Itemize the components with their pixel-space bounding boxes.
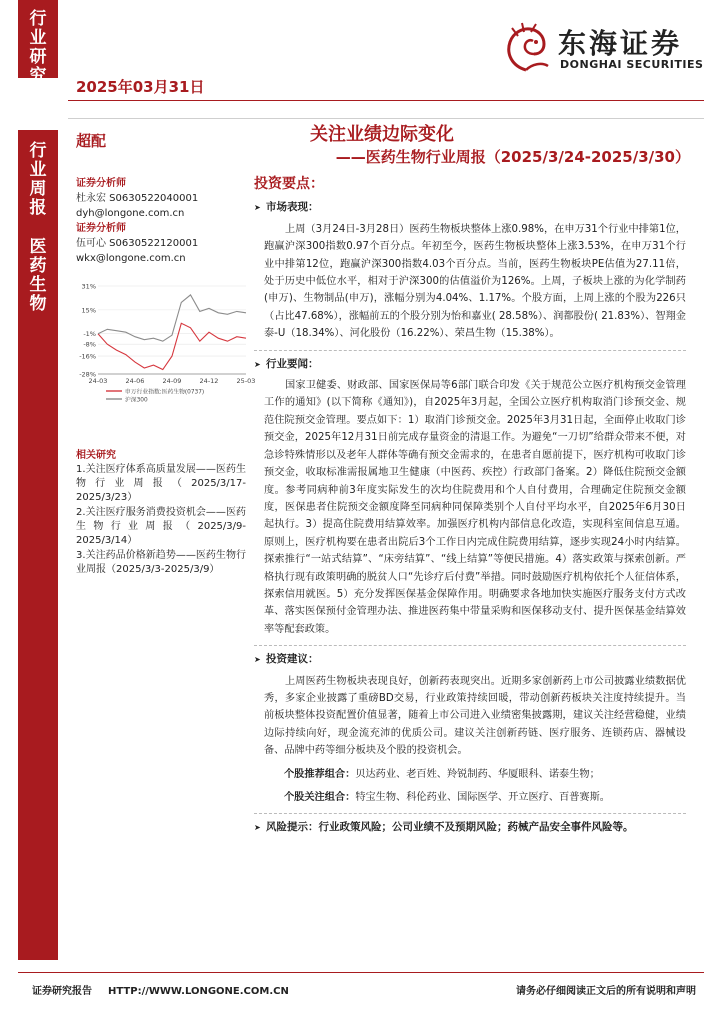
header-divider-thin — [68, 118, 704, 119]
y-tick-label: 15% — [81, 306, 96, 315]
footer-report-type: 证券研究报告 — [32, 986, 92, 997]
x-tick-label: 24-03 — [88, 377, 108, 385]
related-research — [76, 446, 246, 578]
performance-chart — [76, 280, 256, 410]
y-tick-label: -1% — [83, 330, 96, 339]
bullet-arrow-icon: ➤ — [254, 359, 261, 369]
x-tick-label: 24-12 — [199, 377, 219, 385]
analyst-email[interactable]: dyh@longone.com.cn — [76, 208, 185, 219]
bullet-arrow-icon: ➤ — [254, 823, 261, 833]
market-title: 市场表现： — [266, 201, 319, 214]
bullet-advice — [254, 651, 686, 668]
report-date: 2025年03月31日 — [76, 78, 205, 96]
category-tab-sector: 医药生物 — [18, 226, 58, 960]
advice-title: 投资建议： — [266, 653, 319, 666]
logo-english-name: DONGHAI SECURITIES — [560, 58, 704, 71]
series-line — [98, 295, 246, 341]
logo-chinese-name: 东海证券 — [558, 27, 683, 60]
header-divider — [68, 100, 704, 101]
legend-label: 申万行业指数:医药生物(0737) — [125, 389, 205, 396]
watch-label: 个股关注组合： — [284, 792, 356, 803]
risk-text: 风险提示：行业政策风险；公司业绩不及预期风险；药械产品安全事件风险等。 — [266, 821, 634, 834]
y-tick-label: -8% — [83, 340, 96, 349]
category-tab-research: 行业研究 — [18, 0, 58, 78]
bullet-arrow-icon: ➤ — [254, 655, 261, 665]
divider — [254, 645, 686, 646]
related-item[interactable]: 2.关注医疗服务消费投资机会——医药生物行业周报（2025/3/9-2025/3/14） — [76, 507, 246, 546]
footer-url[interactable]: HTTP://WWW.LONGONE.COM.CN — [108, 986, 289, 997]
bullet-market — [254, 199, 686, 216]
sector-rating: 超配 — [76, 132, 107, 150]
related-item[interactable]: 3.关注药品价格新趋势——医药生物行业周报（2025/3/3-2025/3/9） — [76, 550, 246, 575]
divider — [254, 350, 686, 351]
series-line — [98, 323, 246, 369]
recommend-label: 个股推荐组合： — [284, 768, 356, 780]
footer-left — [32, 982, 289, 997]
bullet-risk — [254, 819, 686, 836]
analyst-name: 杜永宏 S0630522040001 — [76, 193, 199, 204]
analyst-label: 证券分析师 — [76, 223, 126, 234]
performance-chart-svg — [76, 280, 256, 410]
x-tick-label: 24-06 — [125, 377, 145, 385]
dragon-logo-icon — [498, 20, 554, 76]
footer-divider — [18, 972, 704, 973]
related-item[interactable]: 1.关注医疗体系高质量发展——医药生物行业周报（2025/3/17-2025/3/23） — [76, 464, 246, 503]
y-tick-label: -28% — [79, 370, 96, 379]
recommend-stocks: 贝达药业、老百姓、羚锐制药、华厦眼科、诺泰生物； — [355, 768, 600, 780]
watch-portfolio — [284, 789, 686, 806]
report-subtitle: ——医药生物行业周报（2025/3/24-2025/3/30） — [335, 148, 690, 166]
news-paragraph: 国家卫健委、财政部、国家医保局等6部门联合印发《关于规范公立医疗机构预交金管理工作的通知》(以下简称《通知》)，自2025年3月起，全国公立医疗机构取消门诊预交金、规范住院预交金管理。要点如下：1）取消门诊预交金。2025年3月31日起，全面停止收取门诊预交金，2025年12月31日前完成存量资金的清退工作。为避免“一刀切”给群众带来不便，对急诊特殊情形以及老年人群体等确有预交金需求的，在患者自愿前提下，医疗机构可收取门诊预交金，收取标准需报属地卫生健康（中医药、疾控）行政部门备案。2）降低住院预交金额度。参考同病种前3年度实际发生的次均住院费用和个人自付费用，合理确定住院预交金额度，医保患者住院预交金额度降至同病种同保障类别个人自付平均水平，自2025年6月30日起执行。3）提高住院费用结算效率。加强医疗机构内部信息化改造，实现科室间信息互通。原则上，医疗机构要在患者出院后3个工作日内完成住院费用结算，逐步实现24小时内结算。探索推行“一站式结算”、“床旁结算”、“线上结算”等便民措施。4）落实政策与探索创新。严格执行现有政策明确的脱贫人口“先诊疗后付费”举措。同时鼓励医疗机构依托个人征信体系，探索信用就医。5）充分发挥医保基金保障作用。明确要求各地加快实施医疗服务支付方式改革、落实医保预付金管理办法、推进医药集中带量采购和医保移动支付、提升医保基金结算效率等配套政策。 — [264, 380, 686, 635]
analyst-name: 伍可心 S0630522120001 — [76, 238, 199, 249]
main-content — [254, 176, 686, 841]
sidebar — [76, 176, 246, 266]
x-tick-label: 24-09 — [162, 377, 182, 385]
section-heading: 投资要点： — [254, 176, 324, 192]
company-logo — [498, 18, 704, 82]
category-tab-weekly: 行业周报 — [18, 130, 58, 226]
analyst-email[interactable]: wkx@longone.com.cn — [76, 253, 186, 264]
recommend-portfolio — [284, 766, 686, 783]
analyst-block — [76, 176, 246, 221]
bullet-arrow-icon: ➤ — [254, 203, 261, 213]
x-tick-label: 25-03 — [236, 377, 256, 385]
related-title: 相关研究 — [76, 450, 116, 461]
footer-disclaimer: 请务必仔细阅读正文后的所有说明和声明 — [516, 986, 696, 997]
report-title: 关注业绩边际变化 — [310, 124, 454, 145]
y-tick-label: -16% — [79, 352, 96, 361]
news-title: 行业要闻： — [266, 357, 319, 370]
watch-stocks: 特宝生物、科伦药业、国际医学、开立医疗、百普赛斯。 — [355, 792, 610, 803]
market-paragraph: 上周（3月24日-3月28日）医药生物板块整体上涨0.98%，在申万31个行业中排第1位，跑赢沪深300指数0.97个百分点。年初至今，医药生物板块整体上涨3.53%，在申万31个行业中排第12位，跑赢沪深300指数4.03个百分点。当前，医药生物板块PE估值为27.11倍，处于历史中低位水平，相对于沪深300的估值溢价为126%。上周，子板块上涨的为化学制药(申万)、生物制品(申万)，涨幅分别为4.04%、1.17%。个股方面，上周上涨的个股为226只（占比47.68%），涨幅前五的个股分别为怡和嘉业( 28.58%）、润都股份( 21.83%）、智翔金泰-U（18.34%）、河化股份（16.22%）、荣昌生物（15.38%）。 — [264, 223, 686, 340]
legend-label: 沪深300 — [125, 397, 148, 404]
bullet-news — [254, 356, 686, 373]
y-tick-label: 31% — [81, 282, 96, 291]
advice-paragraph: 上周医药生物板块表现良好，创新药表现突出。近期多家创新药上市公司披露业绩数据优秀，多家企业披露了重磅BD交易，行业政策持续回暖，带动创新药板块关注度持续提升。当前板块整体投资配置价值显著，随着上市公司进入业绩密集披露期，建议关注经营稳健，业绩边际持续向好，现金流充沛的优质公司。建议关注创新药链、医疗服务、连锁药店、器械设备、品牌中药等细分板块及个股的投资机会。 — [264, 675, 686, 757]
analyst-block — [76, 221, 246, 266]
analyst-label: 证券分析师 — [76, 178, 126, 189]
divider — [254, 813, 686, 814]
